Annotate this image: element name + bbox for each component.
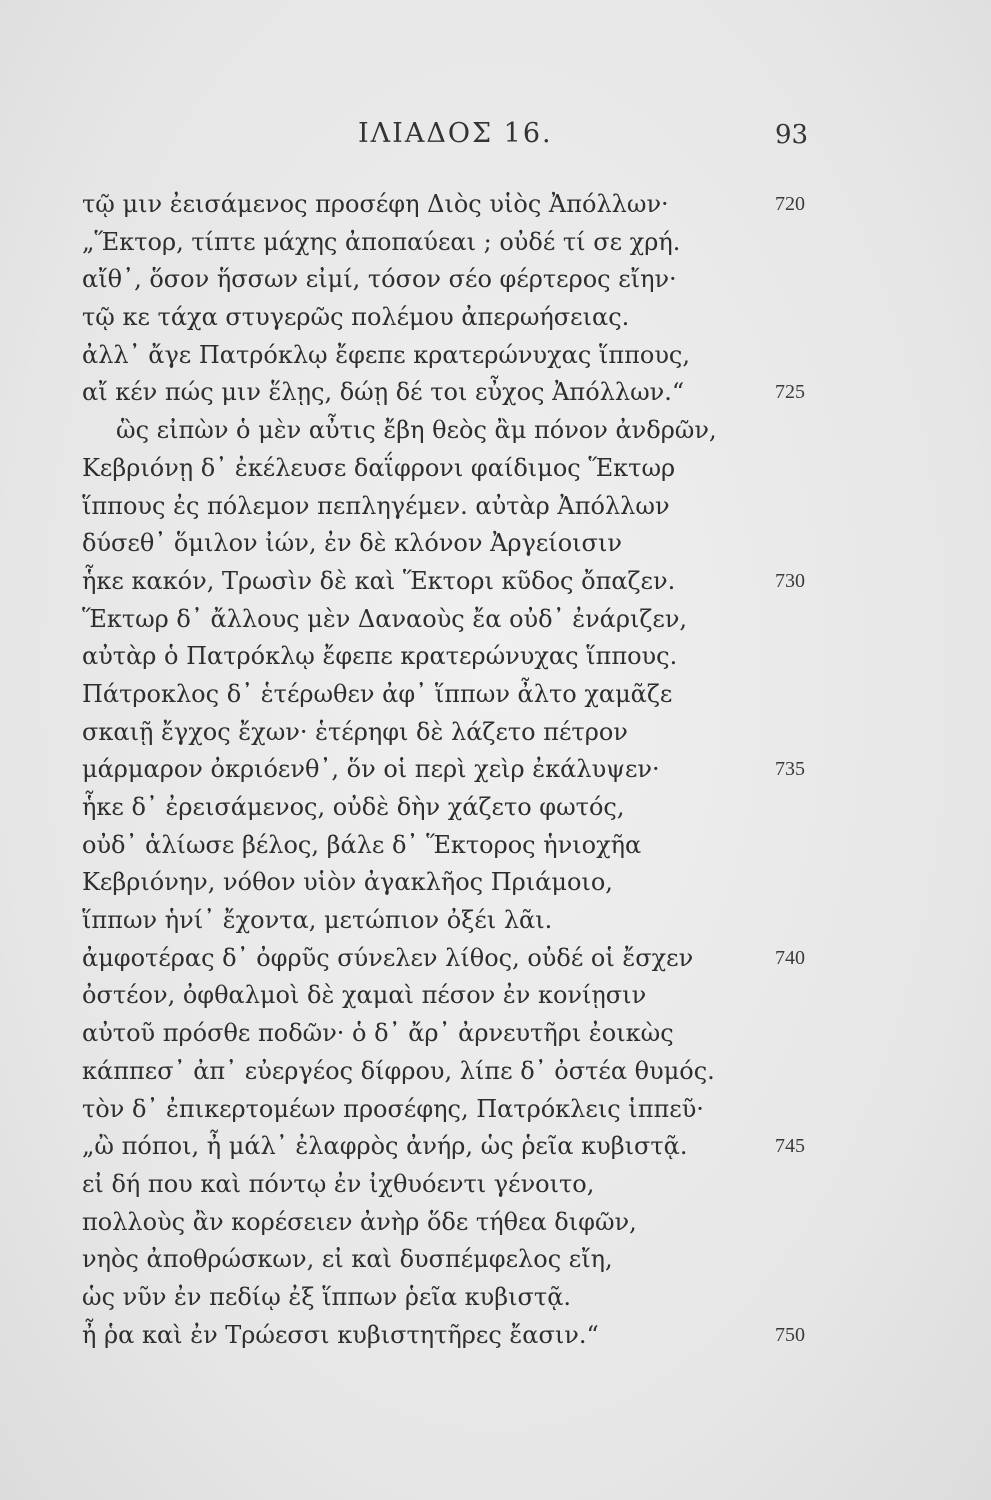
verse-line bbox=[82, 1204, 842, 1242]
verse-line bbox=[82, 601, 842, 639]
verse-line bbox=[82, 1015, 842, 1053]
verse-text: ὀστέον, ὀφθαλμοὶ δὲ χαμαὶ πέσον ἐν κονίῃσιν bbox=[82, 981, 647, 1010]
verse-line bbox=[82, 337, 842, 375]
verse-line bbox=[82, 1091, 842, 1129]
verse-text: αὐτὰρ ὁ Πατρόκλῳ ἔφεπε κρατερώνυχας ἵππους. bbox=[82, 642, 678, 671]
verse-text: εἰ δή που καὶ πόντῳ ἐν ἰχθυόεντι γένοιτο, bbox=[82, 1169, 595, 1198]
running-head bbox=[0, 118, 991, 158]
verse-line bbox=[82, 488, 842, 526]
verse-text: ἀμφοτέρας δ᾽ ὀφρῦς σύνελεν λίθος, οὐδέ οἱ ἔσχεν bbox=[82, 943, 694, 972]
line-number: 750 bbox=[775, 1323, 805, 1346]
page-number: 93 bbox=[775, 120, 809, 150]
verse-line bbox=[82, 1053, 842, 1091]
verse-line bbox=[82, 1317, 842, 1355]
verse-line bbox=[82, 714, 842, 752]
verse-text: οὐδ᾽ ἁλίωσε βέλος, βάλε δ᾽ Ἕκτορος ἡνιοχῆα bbox=[82, 830, 642, 859]
verse-line bbox=[82, 751, 842, 789]
verse-line bbox=[82, 1166, 842, 1204]
verse-text: τῷ μιν ἐεισάμενος προσέφη Διὸς υἱὸς Ἀπόλλων· bbox=[82, 190, 669, 218]
verse-text: „ὢ πόποι, ἦ μάλ᾽ ἐλαφρὸς ἀνήρ, ὡς ῥεῖα κυβιστᾷ. bbox=[82, 1132, 688, 1161]
verse-text: σκαιῇ ἔγχος ἔχων· ἑτέρηφι δὲ λάζετο πέτρον bbox=[82, 717, 628, 746]
verse-block bbox=[82, 186, 842, 1354]
verse-line bbox=[82, 412, 842, 450]
verse-text: ὡς νῦν ἐν πεδίῳ ἐξ ἵππων ῥεῖα κυβιστᾷ. bbox=[82, 1282, 572, 1311]
line-number: 725 bbox=[775, 381, 805, 404]
verse-line bbox=[82, 902, 842, 940]
verse-line bbox=[82, 789, 842, 827]
verse-line bbox=[82, 864, 842, 902]
verse-text: αἴ κέν πώς μιν ἕλῃς, δώῃ δέ τοι εὖχος Ἀπόλλων.“ bbox=[82, 378, 685, 407]
verse-line bbox=[82, 977, 842, 1015]
verse-line bbox=[82, 676, 842, 714]
verse-text: τῷ κε τάχα στυγερῶς πολέμου ἀπερωήσειας. bbox=[82, 303, 630, 332]
verse-line bbox=[82, 1279, 842, 1317]
line-number: 745 bbox=[775, 1135, 805, 1158]
verse-line bbox=[82, 261, 842, 299]
line-number: 740 bbox=[775, 946, 805, 969]
verse-line bbox=[82, 638, 842, 676]
verse-text: μάρμαρον ὀκριόενθ᾽, ὅν οἱ περὶ χεὶρ ἐκάλυψεν· bbox=[82, 755, 660, 784]
verse-line bbox=[82, 186, 842, 224]
verse-line bbox=[82, 940, 842, 978]
verse-text: δύσεθ᾽ ὅμιλον ἰών, ἐν δὲ κλόνον Ἀργείοισιν bbox=[82, 529, 622, 558]
verse-text: νηὸς ἀποθρώσκων, εἰ καὶ δυσπέμφελος εἴη, bbox=[82, 1245, 613, 1274]
verse-text: τὸν δ᾽ ἐπικερτομέων προσέφης, Πατρόκλεις ἱππεῦ· bbox=[82, 1094, 704, 1123]
verse-text: πολλοὺς ἂν κορέσειεν ἀνὴρ ὅδε τήθεα διφῶν, bbox=[82, 1207, 637, 1236]
verse-text: ἧκε κακόν, Τρωσὶν δὲ καὶ Ἕκτορι κῦδος ὄπαζεν. bbox=[82, 566, 676, 595]
verse-line bbox=[82, 1128, 842, 1166]
verse-text: ἵππων ἡνί᾽ ἔχοντα, μετώπιον ὀξέι λᾶι. bbox=[82, 906, 553, 935]
verse-line bbox=[82, 1241, 842, 1279]
verse-line bbox=[82, 374, 842, 412]
verse-line bbox=[82, 827, 842, 865]
verse-text: Κεβριόνην, νόθον υἱὸν ἀγακλῆος Πριάμοιο, bbox=[82, 868, 613, 897]
verse-line bbox=[82, 224, 842, 262]
verse-text: ἵππους ἐς πόλεμον πεπληγέμεν. αὐτὰρ Ἀπόλλων bbox=[82, 491, 670, 520]
verse-line bbox=[82, 563, 842, 601]
verse-text: αἴθ᾽, ὅσον ἥσσων εἰμί, τόσον σέο φέρτερος εἴην· bbox=[82, 265, 677, 294]
verse-line bbox=[82, 525, 842, 563]
verse-text: ἦ ῥα καὶ ἐν Τρώεσσι κυβιστητῆρες ἔασιν.“ bbox=[82, 1320, 599, 1349]
verse-line bbox=[82, 450, 842, 488]
line-number: 730 bbox=[775, 569, 805, 592]
verse-text: αὐτοῦ πρόσθε ποδῶν· ὁ δ᾽ ἄρ᾽ ἀρνευτῆρι ἐοικὼς bbox=[82, 1019, 674, 1048]
verse-text: „Ἕκτορ, τίπτε μάχης ἀποπαύεαι ; οὐδέ τί σε χρή. bbox=[82, 227, 681, 256]
verse-text: ἧκε δ᾽ ἐρεισάμενος, οὐδὲ δὴν χάζετο φωτός, bbox=[82, 793, 625, 821]
verse-text: κάππεσ᾽ ἀπ᾽ εὐεργέος δίφρου, λίπε δ᾽ ὀστέα θυμός. bbox=[82, 1056, 715, 1085]
verse-text: Ἕκτωρ δ᾽ ἄλλους μὲν Δαναοὺς ἔα οὐδ᾽ ἐνάριζεν, bbox=[82, 604, 688, 633]
verse-line bbox=[82, 299, 842, 337]
verse-text: ἀλλ᾽ ἄγε Πατρόκλῳ ἔφεπε κρατερώνυχας ἵππους, bbox=[82, 340, 690, 369]
verse-text: ὣς εἰπὼν ὁ μὲν αὖτις ἔβη θεὸς ἂμ πόνον ἀνδρῶν, bbox=[116, 416, 717, 445]
line-number: 735 bbox=[775, 758, 805, 781]
verse-text: Πάτροκλος δ᾽ ἑτέρωθεν ἀφ᾽ ἵππων ἆλτο χαμᾶζε bbox=[82, 679, 673, 708]
line-number: 720 bbox=[775, 193, 805, 215]
running-title: ΙΛΙΑΔΟΣ 16. bbox=[358, 118, 553, 149]
verse-text: Κεβριόνῃ δ᾽ ἐκέλευσε δαΐφρονι φαίδιμος Ἕκτωρ bbox=[82, 453, 676, 482]
